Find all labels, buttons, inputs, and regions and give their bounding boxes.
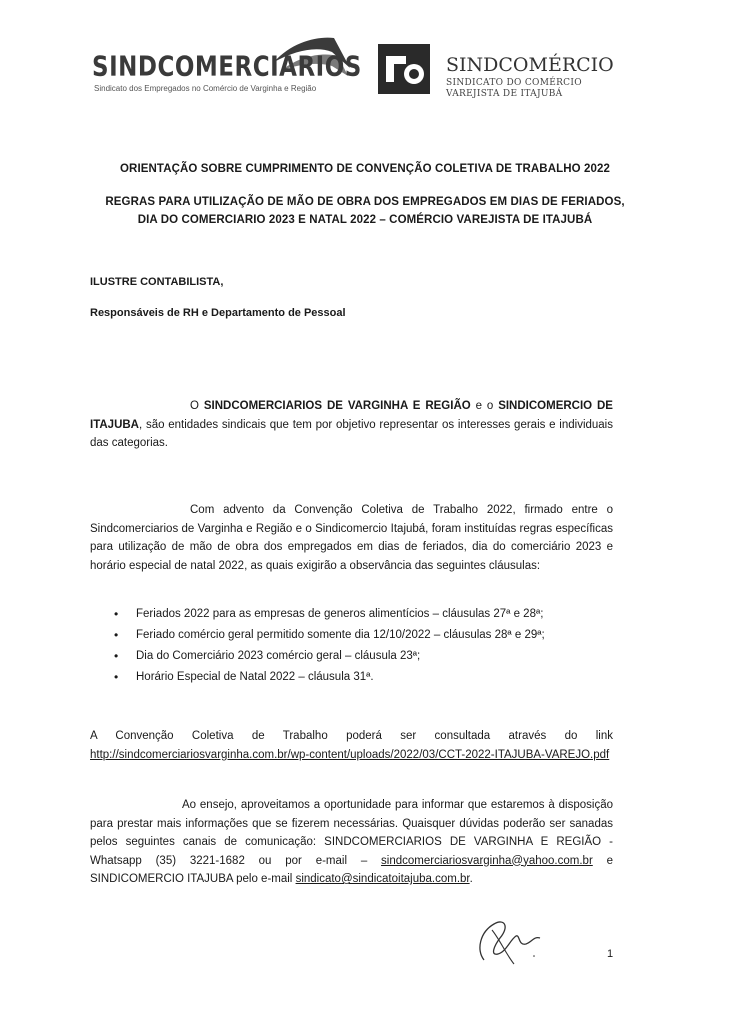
intro-text-3: , são entidades sindicais que tem por objetivo representar os interesses gerais e individuais das categorias. — [90, 418, 613, 449]
sindcomercio-logo — [376, 40, 636, 100]
list-item: • Feriados 2022 para as empresas de generos alimentícios – cláusulas 27ª e 28ª; — [112, 604, 545, 625]
intro-text-2: e o — [470, 400, 499, 412]
sindcomerciarios-logo — [92, 28, 362, 100]
contact-paragraph-mid: e SINDICOMERCIO ITAJUBA pelo e-mail — [90, 854, 613, 885]
contact-paragraph-text: Ao ensejo, aproveitamos a oportunidade para informar que estaremos à disposição para prestar mais informações que se fizerem necessárias. Quaisquer dúvidas poderão ser sanadas pelos seguintes canais de comunicação: SINDCOMERCIARIOS DE VARGINHA E REGIÃO - Whatsapp (35) 3221-1682 ou por e-mail – — [90, 799, 613, 867]
document-subtitle-line-2: DIA DO COMERCIARIO 2023 E NATAL 2022 – COMÉRCIO VAREJISTA DE ITAJUBÁ — [137, 214, 593, 226]
link-paragraph — [90, 727, 613, 764]
right-logo-subtitle-1: SINDICATO DO COMÉRCIO — [446, 78, 582, 88]
email-link-sindicato[interactable]: sindicato@sindicatoitajuba.com.br — [295, 873, 470, 885]
document-title: ORIENTAÇÃO SOBRE CUMPRIMENTO DE CONVENÇÃO COLETIVA DE TRABALHO 2022 — [120, 163, 610, 175]
convention-link[interactable]: http://sindcomerciariosvarginha.com.br/wp-content/uploads/2022/03/CCT-2022-ITAJUBA-VAREJO.pdf — [90, 748, 610, 761]
salutation: ILUSTRE CONTABILISTA, — [90, 276, 224, 288]
left-logo-wordmark: SINDCOMERCIARIOS — [92, 51, 362, 83]
list-item: • Dia do Comerciário 2023 comércio geral – cláusula 23ª; — [112, 646, 545, 667]
page-number: 1 — [607, 948, 614, 960]
list-item: • Horário Especial de Natal 2022 – cláusula 31ª. — [112, 667, 545, 688]
recipients-line: Responsáveis de RH e Departamento de Pessoal — [90, 307, 346, 319]
email-link-sindcomerciarios[interactable]: sindcomerciariosvarginha@yahoo.com.br — [381, 854, 593, 867]
org-name-sindicomercio: SINDICOMERCIO DE ITAJUBA — [90, 400, 613, 431]
contact-paragraph — [90, 796, 613, 889]
sindcomercio-emblem-icon — [376, 42, 432, 96]
org-name-sindcomerciarios: SINDCOMERCIARIOS DE VARGINHA E REGIÃO — [203, 400, 471, 412]
intro-paragraph — [90, 397, 613, 453]
list-item: • Feriado comércio geral permitido somente dia 12/10/2022 – cláusulas 28ª e 29ª; — [112, 625, 545, 646]
document-subtitle-line-1: REGRAS PARA UTILIZAÇÃO DE MÃO DE OBRA DOS EMPREGADOS EM DIAS DE FERIADOS, — [105, 196, 625, 208]
left-logo-tagline: Sindicato dos Empregados no Comércio de Varginha e Região — [94, 84, 317, 93]
intro-text-1: O — [190, 400, 204, 412]
clauses-list — [112, 604, 545, 688]
signature-icon — [470, 910, 550, 970]
convention-paragraph: Com advento da Convenção Coletiva de Trabalho 2022, firmado entre o Sindcomerciarios de Varginha e Região e o Sindicomercio Itajubá, foram instituídas regras específicas para utilização de mão de obra dos empregados em dias de feriados, dia do comerciário 2023 e horário especial de natal 2022, as quais exigirão a observância das seguintes cláusulas: — [90, 504, 613, 572]
contact-paragraph-end: . — [469, 873, 473, 885]
right-logo-name: SINDCOMÉRCIO — [446, 54, 614, 76]
link-paragraph-text: A Convenção Coletiva de Trabalho poderá ser consultada através do link — [90, 730, 613, 742]
right-logo-subtitle-2: VAREJISTA DE ITAJUBÁ — [446, 89, 563, 99]
